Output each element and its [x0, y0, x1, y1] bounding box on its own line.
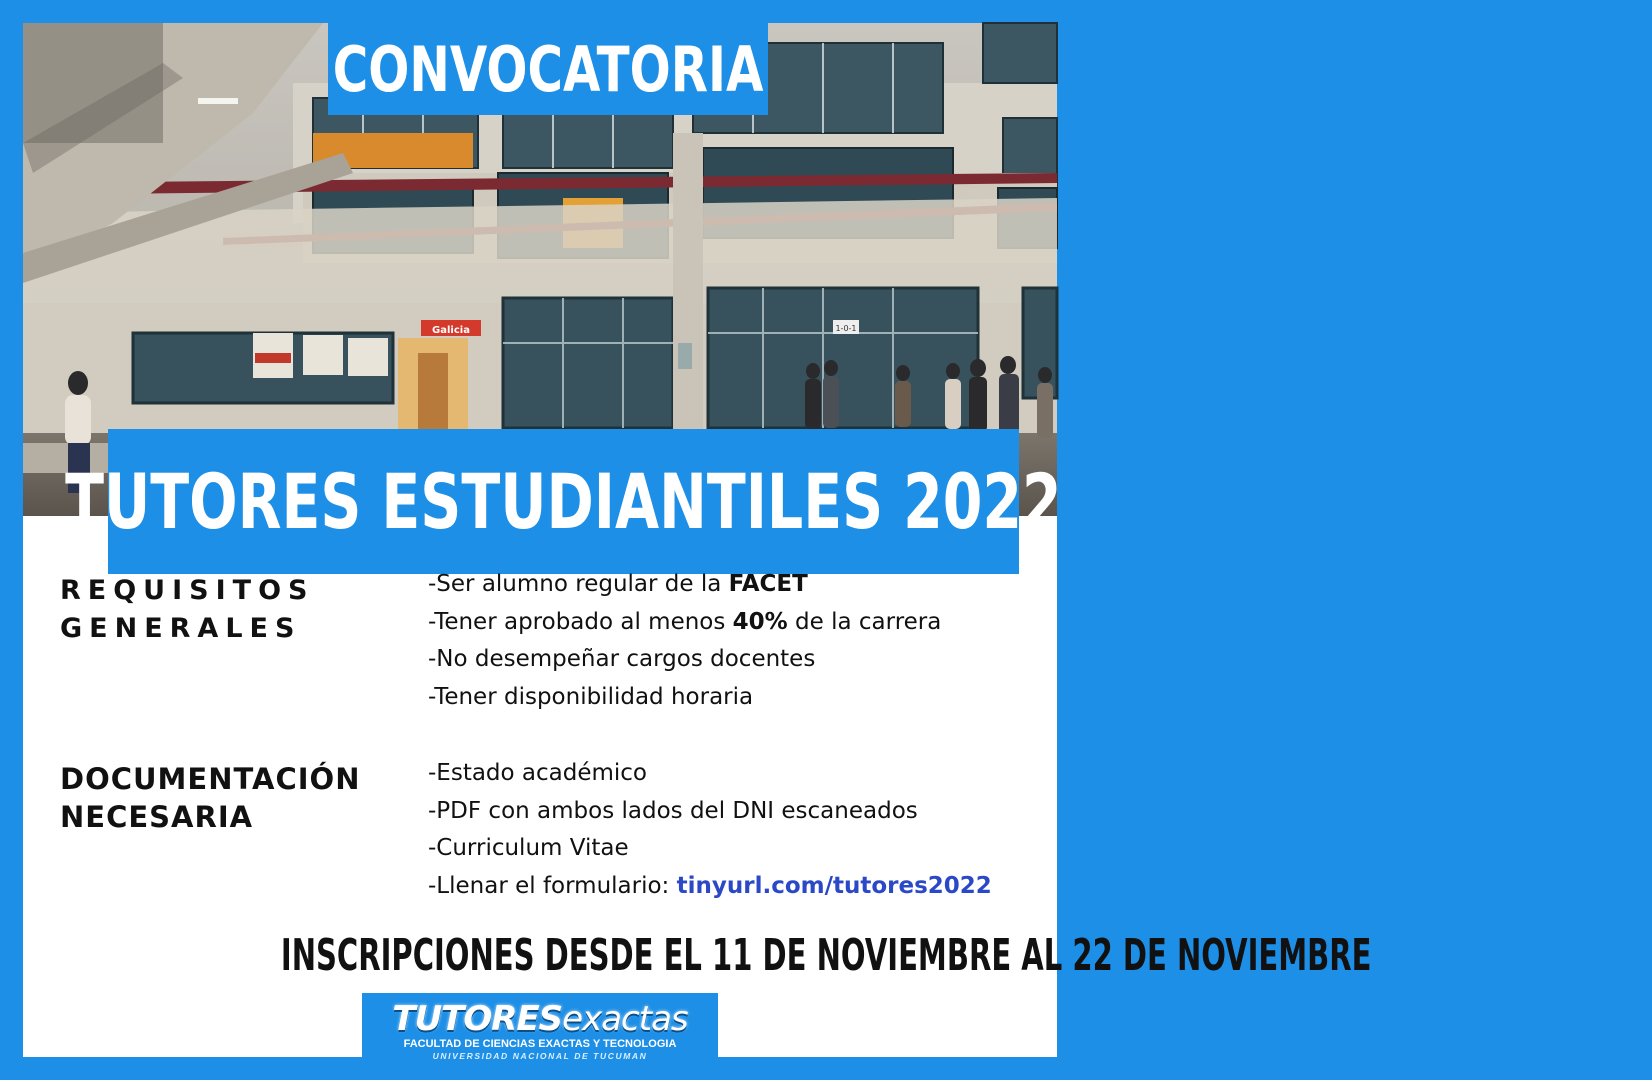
form-link[interactable]: tinyurl.com/tutores2022	[676, 872, 992, 899]
requirement-item: -No desempeñar cargos docentes	[428, 646, 816, 672]
logo-wordmark: TUTORESexactas	[392, 999, 688, 1039]
form-prefix: -Llenar el formulario:	[428, 872, 677, 899]
documentation-item: -PDF con ambos lados del DNI escaneados	[428, 797, 918, 824]
requirement-item: -Tener aprobado al menos 40% de la carrera	[428, 608, 942, 635]
galicia-sign: Galicia	[432, 325, 470, 336]
documentation-item: -Estado académico	[428, 760, 648, 786]
documentation-heading-line1: DOCUMENTACIÓN	[60, 762, 361, 796]
title-banner	[65, 429, 1062, 574]
requirements-list	[428, 566, 941, 716]
requirements-heading	[60, 572, 314, 648]
room-sign: 1-0-1	[835, 324, 857, 333]
tutores-exactas-logo	[362, 993, 718, 1080]
requirement-item: -Tener disponibilidad horaria	[428, 683, 754, 710]
requirement-item: -Ser alumno regular de la FACET	[428, 571, 808, 597]
page-title: TUTORES ESTUDIANTILES 2022	[65, 457, 1062, 546]
documentation-item: -Curriculum Vitae	[428, 835, 629, 861]
documentation-heading	[60, 760, 360, 836]
call-label: CONVOCATORIA	[332, 32, 764, 106]
documentation-heading-line2: NECESARIA	[60, 800, 254, 834]
logo-faculty: FACULTAD DE CIENCIAS EXACTAS Y TECNOLOGIA	[403, 1038, 677, 1050]
documentation-item	[428, 868, 992, 906]
registration-dates	[0, 928, 1372, 984]
registration-dates-text: INSCRIPCIONES DESDE EL 11 DE NOVIEMBRE AL 22 DE NOVIEMBRE	[280, 930, 1372, 981]
call-banner	[328, 23, 768, 115]
requirements-heading-line1: REQUISITOS	[60, 575, 315, 606]
logo-university: UNIVERSIDAD NACIONAL DE TUCUMAN	[432, 1051, 648, 1061]
documentation-list	[428, 755, 992, 905]
requirements-heading-line2: GENERALES	[60, 613, 302, 644]
